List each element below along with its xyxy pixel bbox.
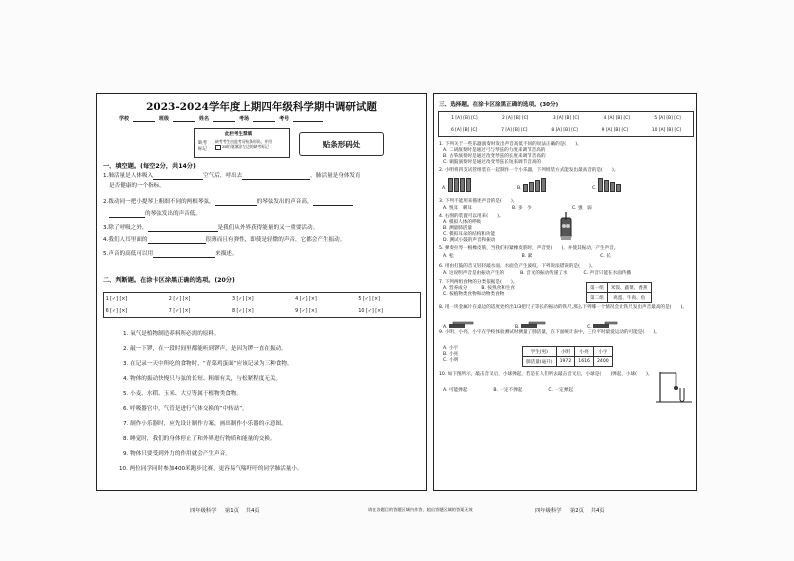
footer-subject: 四年级科学	[535, 508, 562, 514]
answer-blank[interactable]	[153, 173, 203, 180]
section2-title: 二、判断题。在涂卡区涂黑正确的选项。(20分)	[103, 277, 235, 284]
school-label: 学校	[119, 116, 130, 122]
ruler-on-table-icon	[449, 320, 475, 328]
q8-option-c[interactable]: C.	[587, 320, 619, 331]
judge-answer-1[interactable]: 1 [✓] [×]	[105, 296, 128, 302]
choice-question-9: 9. 小明、小亮、小宇在学校体验测试时测量了肺活量，在下面统计表中，三位平时最爱运动的可能是( )。	[439, 330, 660, 335]
answer-area-notice: 请在各题目的答题区域内作答，超出答题区域的答案无效	[368, 507, 473, 512]
ruler-on-table-icon	[521, 320, 547, 328]
room-field[interactable]	[253, 115, 275, 122]
table-cell: 鸡蛋、牛肉、鱼	[607, 293, 651, 303]
q7-option-b[interactable]: B. 按熟食和生食	[481, 286, 515, 291]
fill-question-5: 5.声音的高低可以用 来描述。	[103, 251, 238, 257]
fill-question-1: 1.肺活量是人体吸入 空气后，呼出去 。肺活量是身体发育	[103, 173, 361, 179]
notice-heading: 此栏考生禁填	[225, 132, 252, 137]
food-group-table	[586, 282, 652, 303]
fill-question-3: 3.除了呼吸之外， 是我们从外界获得能量的又一重要活动。	[103, 225, 319, 231]
choice-answer-9[interactable]: 9 [A] [B] [C]	[601, 127, 628, 133]
judge-answer-6[interactable]: 6 [✓] [×]	[105, 308, 128, 314]
choice-question-1: 1. 下列关于一些乐器演奏时发出声音高低不同的说法正确的是( )。 A. 二胡演奏时是通过弓与琴弦的力度来调节音高的 B. 古筝演奏时是通过改变琴弦的长度来调节音高的 C. 铜鼓演奏时是通过改变琴弦长短来调节音高的	[439, 142, 582, 165]
table-cell: 小亮	[575, 347, 594, 357]
choice-question-7: 7. 下列两组食物的分类依据是( )。 A. 营养成分 B. 按熟食和生食 C. 按植物类食物和动物类食物	[439, 280, 518, 297]
choice-answer-8[interactable]: 8 [A] [B] [C]	[551, 127, 578, 133]
q3-option-a[interactable]: A. 悦耳 刺耳	[443, 206, 472, 211]
judge-answer-4[interactable]: 4 [✓] [×]	[295, 296, 317, 302]
q6-option-c[interactable]: C. 声音只能在水面传播	[583, 271, 632, 276]
section3-title: 三、选择题。在涂卡区涂黑正确的选项。(30分)	[439, 102, 559, 108]
absence-mark-label: 缺考标记	[198, 141, 207, 152]
q2-options	[442, 178, 621, 192]
q9-option-b[interactable]: B. 小亮	[443, 352, 459, 357]
judge-question-8: 8. 睡觉时，我们的身体停止了和外界进行物质和能量的交换。	[123, 436, 276, 442]
q9-option-c[interactable]: C. 小明	[443, 358, 459, 363]
q10-option-a[interactable]: A. 可能弹起	[443, 388, 468, 393]
fill-question-4: 4.我们人耳里面的 很薄而且有弹性，即使是轻微的声音，它都会产生振动。	[103, 237, 346, 243]
q5-option-b[interactable]: B. 紧	[521, 254, 533, 259]
notice-line-1: 缺考考生由监考员贴条形码，并用	[215, 139, 272, 144]
judge-question-1: 1. 氧气是植物制造养料所必需的原料。	[123, 331, 220, 337]
q4-option-a[interactable]: A. 模拟人体的呼吸	[443, 220, 482, 225]
q4-option-d[interactable]: D. 测试小鼓的声音和振动	[443, 238, 496, 243]
fill-question-1-cont: 是否健康的一个指标。	[109, 183, 165, 189]
name-label: 姓名	[199, 116, 210, 122]
table-cell: 小明	[556, 347, 575, 357]
choice-question-2: 2. 小明将四支试管组装在一起制作一个小乐器，下列组装方式能发出最高音的是( )。	[439, 168, 619, 173]
q10-option-b[interactable]: B. 一定不弹起	[493, 388, 523, 393]
q10-options	[443, 388, 573, 394]
number-field[interactable]	[293, 115, 323, 122]
q8-option-b[interactable]: B.	[515, 320, 547, 331]
judge-answer-5[interactable]: 5 [✓] [×]	[358, 296, 380, 302]
choice-question-8: 8. 用一块金属片在桌边的适度处约出1/3把尺子等长的振动的铁尺,那么下列哪一个情况会让铁尺发出声音最高的是( )。	[439, 305, 687, 310]
answer-blank[interactable]	[242, 173, 310, 180]
q2-option-b[interactable]: B.	[517, 178, 546, 192]
choice-answer-card	[438, 111, 694, 137]
choice-answer-7[interactable]: 7 [A] [B] [C]	[501, 127, 528, 133]
test-tube-set-icon	[448, 178, 471, 192]
q3-option-c[interactable]: C. 强 弱	[571, 206, 592, 211]
barcode-area: 贴条形码处	[299, 132, 384, 156]
exam-page-1	[96, 93, 427, 491]
choice-answer-10[interactable]: 10 [A] [B] [C]	[651, 127, 682, 133]
q4-option-c[interactable]: C. 模拟耳朵的结构和功能	[443, 232, 496, 237]
page1-footer	[190, 506, 260, 514]
q6-option-b[interactable]: B. 音叉的振动传递了水	[520, 271, 568, 276]
q8-option-a[interactable]: A.	[443, 320, 475, 331]
absence-notice-box	[194, 128, 290, 158]
judge-answer-8[interactable]: 8 [✓] [×]	[231, 308, 254, 314]
footer-total: 共4页	[590, 508, 605, 514]
q7-option-c[interactable]: C. 按植物类食物和动物类食物	[443, 292, 505, 297]
q10-option-c[interactable]: C. 一定弹起	[548, 388, 573, 393]
fill-question-2: 2.拨动同一把小提琴上粗细不同的两根琴弦， 的琴弦发出的声音高，	[103, 199, 353, 206]
footer-total: 共4页	[245, 508, 260, 514]
q7-option-a[interactable]: A. 营养成分	[443, 286, 468, 291]
fill-question-2-cont: 的琴弦发出的声音低。	[109, 211, 201, 218]
q2-option-c[interactable]: C.	[592, 178, 621, 192]
absence-checkbox[interactable]	[215, 145, 221, 150]
name-field[interactable]	[213, 115, 235, 122]
table-cell: 学生(男)	[523, 347, 557, 357]
q9-options	[443, 346, 458, 364]
table-cell: 2400	[593, 357, 612, 367]
notice-text	[215, 139, 289, 150]
test-tube-set-icon	[523, 178, 546, 192]
section1-title: 一、填空题。(每空2分，共14分)	[103, 163, 196, 170]
table-cell: 1972	[556, 357, 575, 367]
judge-answer-10[interactable]: 10 [✓] [×]	[358, 308, 384, 314]
q4-option-b[interactable]: B. 测量肺活量	[443, 226, 473, 231]
student-info-row	[119, 115, 323, 122]
judge-question-2: 2. 敲一下锣，在一段时间里都能听到锣声，是因为锣一直在振动。	[123, 346, 287, 352]
choice-answer-2[interactable]: 2 [A] [B] [C]	[502, 115, 529, 121]
footer-page: 第2页	[569, 508, 584, 514]
q6-options	[443, 271, 631, 277]
tuning-fork-ball-icon	[656, 370, 692, 404]
table-cell: 第二组	[587, 293, 608, 303]
q9-option-a[interactable]: A. 小宇	[443, 346, 459, 351]
judge-question-5: 5. 小麦、水稻、玉米、大豆等属于植物类食物。	[123, 391, 242, 397]
judge-question-10: 10. 两位同学同时参加400米跑步比赛，更容易气喘吁吁的同学肺活量小。	[119, 466, 303, 472]
judge-answer-9[interactable]: 9 [✓] [×]	[295, 308, 317, 314]
table-cell: 第一组	[587, 283, 608, 293]
table-cell: 米饭、蔬菜、香蕉	[607, 283, 651, 293]
exam-title: 2023-2024学年度上期四年级科学期中调研试题	[146, 101, 377, 113]
answer-blank[interactable]	[313, 199, 353, 206]
choice-question-6: 6. 用由打鼓的音又轻轻敲水面，水面会产生波纹，下列说法错误的是( )。	[439, 264, 596, 269]
choice-question-10: 10. 如下图所示，敲击音叉后，小球弹起，若是在人们听去敲击音叉后，小球是( )弹起，小球( )。	[439, 372, 653, 377]
class-field[interactable]	[173, 115, 195, 122]
judge-answer-7[interactable]: 7 [✓] [×]	[168, 308, 191, 314]
choice-question-5: 5. 弹奏拉琴一根橡皮筋，当我们拉紧橡皮筋时，声音变( )，并使其振动，产生声音。	[439, 246, 619, 251]
q5-options	[443, 254, 611, 260]
q2-option-a[interactable]: A.	[442, 178, 471, 192]
judge-question-3: 3. 在记录一天中所吃的食物时，“青菜鸡蛋面”应该记录为三种食物。	[123, 361, 293, 367]
choice-answer-row-1	[439, 116, 693, 121]
table-cell: 1616	[575, 357, 594, 367]
table-cell: 肺活量(毫升)	[523, 357, 557, 367]
school-field[interactable]	[133, 115, 155, 122]
footer-page: 第1页	[224, 508, 239, 514]
judge-question-4: 4. 物体的振动快慢只与弦的长短、粗细有关，与松紧程度无关。	[123, 376, 282, 382]
answer-blank[interactable]	[215, 199, 257, 206]
judge-question-6: 6. 呼吸器官中，气管是进行气体交换的“中转站”。	[123, 406, 248, 412]
breathing-model-icon	[558, 212, 574, 242]
choice-question-3: 3. 下列不能用来描述声音的是( )。	[439, 199, 518, 204]
choice-answer-3[interactable]: 3 [A] [B] [C]	[552, 115, 580, 121]
q5-option-c[interactable]: C. 长	[600, 254, 611, 259]
q6-option-a[interactable]: A. 这说明声音是由振动产生的	[443, 271, 505, 276]
notice-line-2: 2B铅笔填涂左边的缺考标记	[222, 144, 269, 149]
footer-subject: 四年级科学	[190, 508, 217, 514]
answer-blank[interactable]	[148, 225, 218, 232]
judge-question-7: 7. 制作小乐器时，应先设计制作方案，画出制作小乐器的示意图。	[123, 421, 287, 427]
ruler-on-table-icon	[593, 320, 619, 328]
judge-answer-3[interactable]: 3 [✓] [×]	[231, 296, 254, 302]
judge-answer-2[interactable]: 2 [✓] [×]	[168, 296, 191, 302]
exam-page-2	[433, 93, 697, 491]
answer-blank[interactable]	[148, 237, 206, 244]
answer-blank[interactable]	[109, 211, 145, 218]
room-label: 考场	[239, 116, 250, 122]
page2-footer	[535, 506, 605, 514]
choice-answer-row-2	[439, 128, 693, 133]
choice-answer-4[interactable]: 4 [A] [B] [C]	[603, 115, 630, 121]
choice-question-4: 4. 右图的装置可以用来( )。 A. 模拟人体的呼吸 B. 测量肺活量 C. 模拟耳朵的结构和功能 D. 测试小鼓的声音和振动	[439, 214, 504, 243]
q5-option-a[interactable]: A. 松	[443, 254, 454, 259]
choice-answer-6[interactable]: 6 [A] [B] [C]	[450, 127, 478, 133]
test-tube-set-icon	[598, 178, 621, 192]
choice-answer-5[interactable]: 5 [A] [B] [C]	[654, 115, 681, 121]
table-cell: 小宇	[593, 347, 612, 357]
lung-capacity-table	[522, 346, 613, 367]
judge-question-9: 9. 物体只要受到外力的作用就会产生声音。	[123, 451, 231, 457]
q3-option-b[interactable]: B. 多 少	[511, 206, 532, 211]
choice-answer-1[interactable]: 1 [A] [B] [C]	[451, 115, 478, 121]
answer-blank[interactable]	[153, 251, 215, 258]
judge-answer-card	[103, 292, 421, 318]
number-label: 考号	[279, 116, 290, 122]
class-label: 班级	[159, 116, 170, 122]
